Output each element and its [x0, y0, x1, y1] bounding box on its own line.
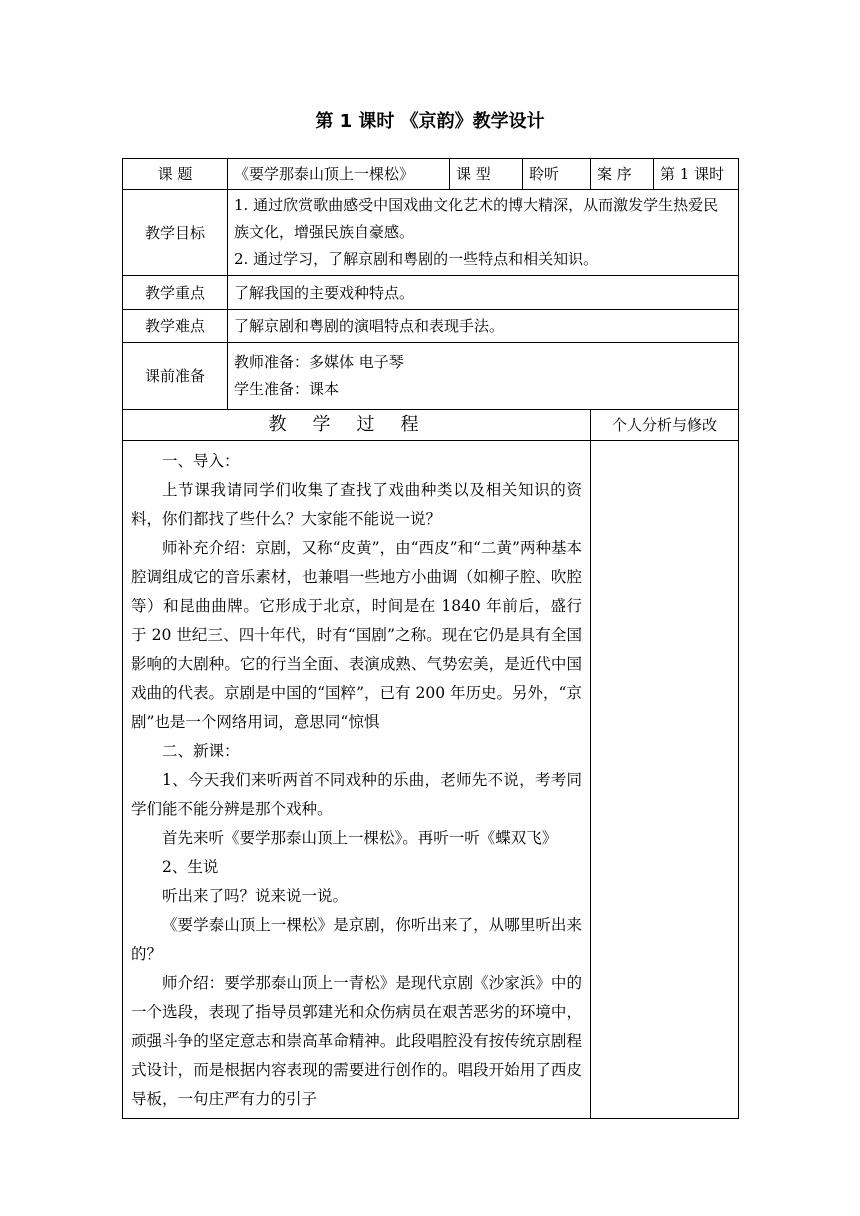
student-preparation: 学生准备：课本 — [234, 380, 340, 398]
process-paragraph: 二、新课： — [162, 742, 240, 760]
difficulty-text: 了解京剧和粤剧的演唱特点和表现手法。 — [228, 310, 739, 343]
process-paragraph: 听出来了吗？说来说一说。 — [162, 887, 349, 905]
process-paragraph: 2、生说 — [162, 858, 219, 876]
process-header: 教学过程 — [123, 410, 591, 441]
process-body — [123, 441, 591, 1119]
process-body-row — [123, 441, 739, 1119]
page-title: 第 1 课时 《京韵》教学设计 — [315, 111, 545, 132]
objective-1: 1. 通过欣赏歌曲感受中国戏曲文化艺术的博大精深，从而激发学生热爱民族文化，增强民族自豪感。 — [234, 196, 719, 241]
objectives-row — [123, 190, 739, 276]
process-paragraph: 师介绍：要学那泰山顶上一青松》是现代京剧《沙家浜》中的一个选段，表现了指导员郭建光和众伤病员在艰苦恶劣的环境中，顽强斗争的坚定意志和崇高革命精神。此段唱腔没有按传统京剧程式设计，而是根据内容表现的需要进行创作的。唱段开始用了西皮导板，一句庄严有力的引子 — [131, 974, 582, 1108]
process-paragraph: 师补充介绍：京剧，又称“皮黄”，由“西皮”和“二黄”两种基本腔调组成它的音乐素材，也兼唱一些地方小曲调（如柳子腔、吹腔等）和昆曲曲牌。它形成于北京，时间是在 1840 年前后，盛行于 20 世纪三、四十年代，时有“国剧”之称。现在它仍是具有全国影响的大剧种。它的行当全面、表演成熟、气势宏美，是近代中国戏曲的代表。京剧是中国的“国粹”，已有 200 年历史。另外，“京剧”也是一个网络用词，意思同“惊惧 — [131, 539, 582, 731]
analysis-header: 个人分析与修改 — [591, 410, 739, 441]
analysis-body — [591, 441, 739, 1119]
preparation-row — [123, 343, 739, 410]
process-paragraph: 1、今天我们来听两首不同戏种的乐曲，老师先不说，考考同学们能不能分辨是那个戏种。 — [131, 771, 582, 818]
objectives-label: 教学目标 — [123, 190, 228, 276]
process-paragraph: 上节课我请同学们收集了查找了戏曲种类以及相关知识的资料，你们都找了些什么？大家能不能说一说？ — [131, 481, 582, 528]
topic-label: 课 题 — [123, 159, 228, 190]
type-value: 聆听 — [523, 159, 591, 190]
objective-2: 2. 通过学习，了解京剧和粤剧的一些特点和相关知识。 — [234, 250, 599, 268]
order-value: 第 1 课时 — [654, 159, 739, 190]
key-point-text: 了解我国的主要戏种特点。 — [228, 276, 739, 310]
order-label: 案 序 — [591, 159, 654, 190]
process-paragraph: 《要学泰山顶上一棵松》是京剧，你听出来了，从哪里听出来的？ — [131, 916, 582, 963]
process-header-row — [123, 410, 739, 441]
lesson-plan-table — [122, 158, 739, 1119]
difficulty-row — [123, 310, 739, 343]
process-paragraph: 一、导入： — [162, 452, 240, 470]
topic-value: 《要学那泰山顶上一棵松》 — [228, 159, 450, 190]
key-point-row — [123, 276, 739, 310]
process-paragraph: 首先来听《要学那泰山顶上一棵松》。再听一听《蝶双飞》 — [162, 829, 558, 847]
key-point-label: 教学重点 — [123, 276, 228, 310]
header-row — [123, 159, 739, 190]
difficulty-label: 教学难点 — [123, 310, 228, 343]
preparation-label: 课前准备 — [123, 343, 228, 410]
teacher-preparation: 教师准备：多媒体 电子琴 — [234, 353, 404, 371]
type-label: 课 型 — [450, 159, 523, 190]
